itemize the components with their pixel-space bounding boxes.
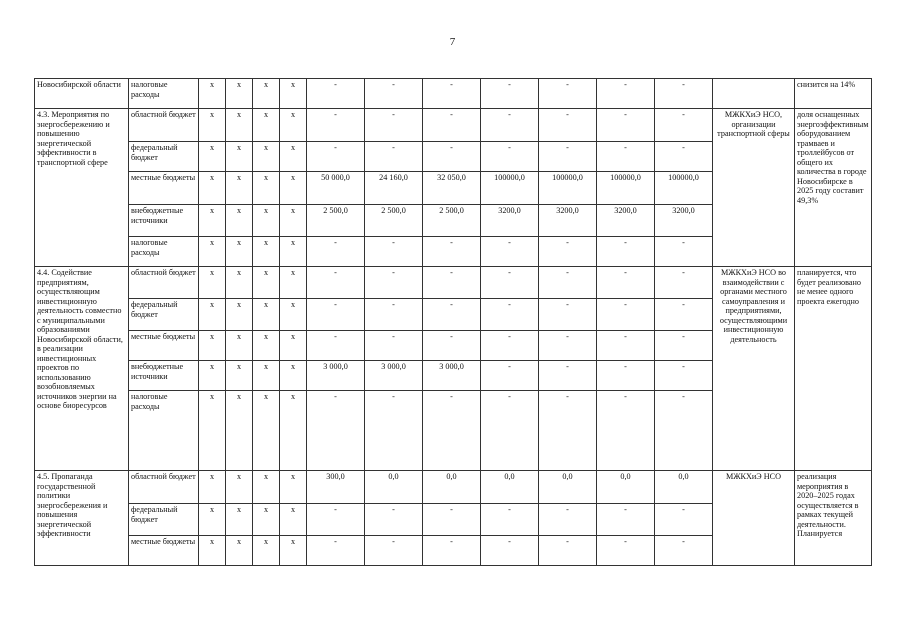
- measure-name-cell: 4.5. Пропаганда государственной политики энергосбережения и повышения энергетической эффективности: [35, 471, 129, 566]
- executor-cell: МЖКХиЭ НСО во взаимодействии с органами местного самоуправления и предприятиями, осуществляющими инвестиционную деятельность: [713, 267, 795, 471]
- amount-cell: -: [655, 142, 713, 172]
- x-mark-cell: х: [226, 536, 253, 566]
- table-row: [35, 267, 872, 299]
- amount-cell: -: [539, 536, 597, 566]
- table-row: [35, 471, 872, 504]
- x-mark-cell: х: [226, 267, 253, 299]
- funding-source-cell: налоговые расходы: [129, 391, 199, 471]
- amount-cell: 100000,0: [481, 172, 539, 205]
- x-mark-cell: х: [199, 331, 226, 361]
- x-mark-cell: х: [199, 536, 226, 566]
- amount-cell: -: [481, 109, 539, 142]
- amount-cell: -: [365, 142, 423, 172]
- funding-source-cell: местные бюджеты: [129, 536, 199, 566]
- executor-cell: [713, 79, 795, 109]
- amount-cell: -: [655, 299, 713, 331]
- amount-cell: -: [307, 331, 365, 361]
- amount-cell: -: [597, 142, 655, 172]
- x-mark-cell: х: [253, 205, 280, 237]
- result-cell: доля оснащенных энергоэффективным оборудованием трамваев и троллейбусов от общего их количества в городе Новосибирске в 2025 году составит 49,3%: [795, 109, 872, 267]
- amount-cell: 0,0: [539, 471, 597, 504]
- amount-cell: -: [423, 142, 481, 172]
- amount-cell: -: [481, 142, 539, 172]
- x-mark-cell: х: [280, 391, 307, 471]
- measure-name-cell: 4.4. Содействие предприятиям, осуществляющим инвестиционную деятельность совместно с муниципальными образованиями Новосибирской области, в реализации инвестиционных проектов по использованию возобновляемых источников энергии на основе биоресурсов: [35, 267, 129, 471]
- table-row: [35, 109, 872, 142]
- amount-cell: -: [539, 142, 597, 172]
- amount-cell: 3200,0: [655, 205, 713, 237]
- amount-cell: -: [481, 391, 539, 471]
- amount-cell: -: [365, 504, 423, 536]
- amount-cell: -: [597, 391, 655, 471]
- x-mark-cell: х: [226, 391, 253, 471]
- result-cell: планируется, что будет реализовано не менее одного проекта ежегодно: [795, 267, 872, 471]
- x-mark-cell: х: [199, 504, 226, 536]
- amount-cell: -: [481, 504, 539, 536]
- amount-cell: -: [539, 504, 597, 536]
- amount-cell: -: [365, 79, 423, 109]
- funding-source-cell: областной бюджет: [129, 267, 199, 299]
- amount-cell: -: [423, 504, 481, 536]
- x-mark-cell: х: [253, 471, 280, 504]
- result-cell: реализация мероприятия в 2020–2025 годах осуществляется в рамках текущей деятельности. Планируется: [795, 471, 872, 566]
- x-mark-cell: х: [199, 79, 226, 109]
- executor-cell: МЖКХиЭ НСО: [713, 471, 795, 566]
- amount-cell: -: [597, 331, 655, 361]
- amount-cell: -: [365, 237, 423, 267]
- amount-cell: 0,0: [481, 471, 539, 504]
- x-mark-cell: х: [199, 172, 226, 205]
- amount-cell: 0,0: [655, 471, 713, 504]
- amount-cell: 0,0: [365, 471, 423, 504]
- amount-cell: 3200,0: [597, 205, 655, 237]
- amount-cell: 3200,0: [539, 205, 597, 237]
- amount-cell: -: [481, 267, 539, 299]
- amount-cell: -: [597, 79, 655, 109]
- amount-cell: -: [307, 391, 365, 471]
- amount-cell: -: [307, 504, 365, 536]
- amount-cell: -: [655, 237, 713, 267]
- amount-cell: -: [307, 79, 365, 109]
- amount-cell: -: [365, 109, 423, 142]
- executor-cell: МЖКХиЭ НСО, организации транспортной сферы: [713, 109, 795, 267]
- table-row: [35, 79, 872, 109]
- x-mark-cell: х: [253, 361, 280, 391]
- x-mark-cell: х: [280, 299, 307, 331]
- x-mark-cell: х: [280, 172, 307, 205]
- amount-cell: -: [481, 331, 539, 361]
- amount-cell: -: [655, 331, 713, 361]
- amount-cell: -: [655, 79, 713, 109]
- amount-cell: -: [539, 79, 597, 109]
- page-number: 7: [449, 36, 456, 48]
- amount-cell: -: [423, 267, 481, 299]
- amount-cell: -: [423, 536, 481, 566]
- x-mark-cell: х: [280, 237, 307, 267]
- amount-cell: -: [365, 536, 423, 566]
- amount-cell: -: [365, 299, 423, 331]
- x-mark-cell: х: [253, 391, 280, 471]
- x-mark-cell: х: [199, 267, 226, 299]
- amount-cell: -: [655, 267, 713, 299]
- amount-cell: 24 160,0: [365, 172, 423, 205]
- x-mark-cell: х: [280, 109, 307, 142]
- x-mark-cell: х: [280, 361, 307, 391]
- amount-cell: -: [423, 109, 481, 142]
- funding-source-cell: местные бюджеты: [129, 331, 199, 361]
- amount-cell: -: [655, 361, 713, 391]
- amount-cell: 3 000,0: [423, 361, 481, 391]
- amount-cell: -: [307, 109, 365, 142]
- x-mark-cell: х: [253, 536, 280, 566]
- x-mark-cell: х: [253, 172, 280, 205]
- funding-source-cell: местные бюджеты: [129, 172, 199, 205]
- x-mark-cell: х: [253, 504, 280, 536]
- x-mark-cell: х: [253, 237, 280, 267]
- amount-cell: -: [423, 299, 481, 331]
- amount-cell: -: [655, 536, 713, 566]
- x-mark-cell: х: [253, 109, 280, 142]
- amount-cell: 100000,0: [655, 172, 713, 205]
- x-mark-cell: х: [199, 361, 226, 391]
- x-mark-cell: х: [226, 79, 253, 109]
- funding-source-cell: внебюджетные источники: [129, 361, 199, 391]
- amount-cell: -: [307, 299, 365, 331]
- funding-source-cell: областной бюджет: [129, 109, 199, 142]
- x-mark-cell: х: [280, 471, 307, 504]
- x-mark-cell: х: [199, 391, 226, 471]
- x-mark-cell: х: [226, 361, 253, 391]
- amount-cell: -: [423, 79, 481, 109]
- amount-cell: 0,0: [423, 471, 481, 504]
- amount-cell: 2 500,0: [307, 205, 365, 237]
- x-mark-cell: х: [253, 142, 280, 172]
- amount-cell: -: [539, 299, 597, 331]
- funding-source-cell: федеральный бюджет: [129, 504, 199, 536]
- amount-cell: -: [597, 267, 655, 299]
- amount-cell: 32 050,0: [423, 172, 481, 205]
- measures-table: [34, 78, 872, 566]
- x-mark-cell: х: [226, 109, 253, 142]
- x-mark-cell: х: [280, 205, 307, 237]
- funding-source-cell: областной бюджет: [129, 471, 199, 504]
- x-mark-cell: х: [280, 331, 307, 361]
- amount-cell: 50 000,0: [307, 172, 365, 205]
- amount-cell: 100000,0: [539, 172, 597, 205]
- amount-cell: -: [597, 504, 655, 536]
- amount-cell: -: [539, 237, 597, 267]
- amount-cell: -: [423, 237, 481, 267]
- amount-cell: -: [539, 391, 597, 471]
- amount-cell: -: [539, 267, 597, 299]
- funding-source-cell: федеральный бюджет: [129, 142, 199, 172]
- amount-cell: -: [365, 391, 423, 471]
- funding-source-cell: внебюджетные источники: [129, 205, 199, 237]
- amount-cell: -: [365, 267, 423, 299]
- amount-cell: -: [597, 109, 655, 142]
- x-mark-cell: х: [226, 471, 253, 504]
- amount-cell: -: [597, 237, 655, 267]
- x-mark-cell: х: [226, 237, 253, 267]
- x-mark-cell: х: [226, 172, 253, 205]
- amount-cell: -: [539, 361, 597, 391]
- funding-source-cell: федеральный бюджет: [129, 299, 199, 331]
- x-mark-cell: х: [280, 536, 307, 566]
- amount-cell: 300,0: [307, 471, 365, 504]
- amount-cell: -: [481, 361, 539, 391]
- amount-cell: -: [655, 504, 713, 536]
- amount-cell: -: [423, 391, 481, 471]
- amount-cell: 3 000,0: [307, 361, 365, 391]
- x-mark-cell: х: [199, 299, 226, 331]
- amount-cell: -: [307, 536, 365, 566]
- amount-cell: 2 500,0: [365, 205, 423, 237]
- x-mark-cell: х: [199, 109, 226, 142]
- amount-cell: -: [539, 109, 597, 142]
- x-mark-cell: х: [226, 142, 253, 172]
- amount-cell: -: [365, 331, 423, 361]
- x-mark-cell: х: [253, 79, 280, 109]
- funding-source-cell: налоговые расходы: [129, 79, 199, 109]
- measure-name-cell: Новосибирской области: [35, 79, 129, 109]
- x-mark-cell: х: [280, 79, 307, 109]
- x-mark-cell: х: [199, 471, 226, 504]
- x-mark-cell: х: [226, 504, 253, 536]
- amount-cell: -: [307, 237, 365, 267]
- amount-cell: -: [481, 79, 539, 109]
- amount-cell: 2 500,0: [423, 205, 481, 237]
- x-mark-cell: х: [199, 205, 226, 237]
- amount-cell: -: [307, 267, 365, 299]
- x-mark-cell: х: [226, 299, 253, 331]
- x-mark-cell: х: [226, 205, 253, 237]
- amount-cell: -: [423, 331, 481, 361]
- amount-cell: -: [481, 536, 539, 566]
- amount-cell: -: [481, 237, 539, 267]
- amount-cell: 3 000,0: [365, 361, 423, 391]
- amount-cell: -: [597, 536, 655, 566]
- amount-cell: -: [655, 391, 713, 471]
- x-mark-cell: х: [253, 267, 280, 299]
- amount-cell: 0,0: [597, 471, 655, 504]
- amount-cell: -: [307, 142, 365, 172]
- x-mark-cell: х: [280, 267, 307, 299]
- amount-cell: -: [481, 299, 539, 331]
- result-cell: снизится на 14%: [795, 79, 872, 109]
- measure-name-cell: 4.3. Мероприятия по энергосбережению и повышению энергетической эффективности в транспортной сфере: [35, 109, 129, 267]
- amount-cell: 100000,0: [597, 172, 655, 205]
- x-mark-cell: х: [280, 504, 307, 536]
- amount-cell: -: [597, 361, 655, 391]
- x-mark-cell: х: [253, 331, 280, 361]
- x-mark-cell: х: [280, 142, 307, 172]
- amount-cell: 3200,0: [481, 205, 539, 237]
- funding-source-cell: налоговые расходы: [129, 237, 199, 267]
- amount-cell: -: [539, 331, 597, 361]
- amount-cell: -: [655, 109, 713, 142]
- amount-cell: -: [597, 299, 655, 331]
- x-mark-cell: х: [199, 142, 226, 172]
- x-mark-cell: х: [199, 237, 226, 267]
- x-mark-cell: х: [253, 299, 280, 331]
- x-mark-cell: х: [226, 331, 253, 361]
